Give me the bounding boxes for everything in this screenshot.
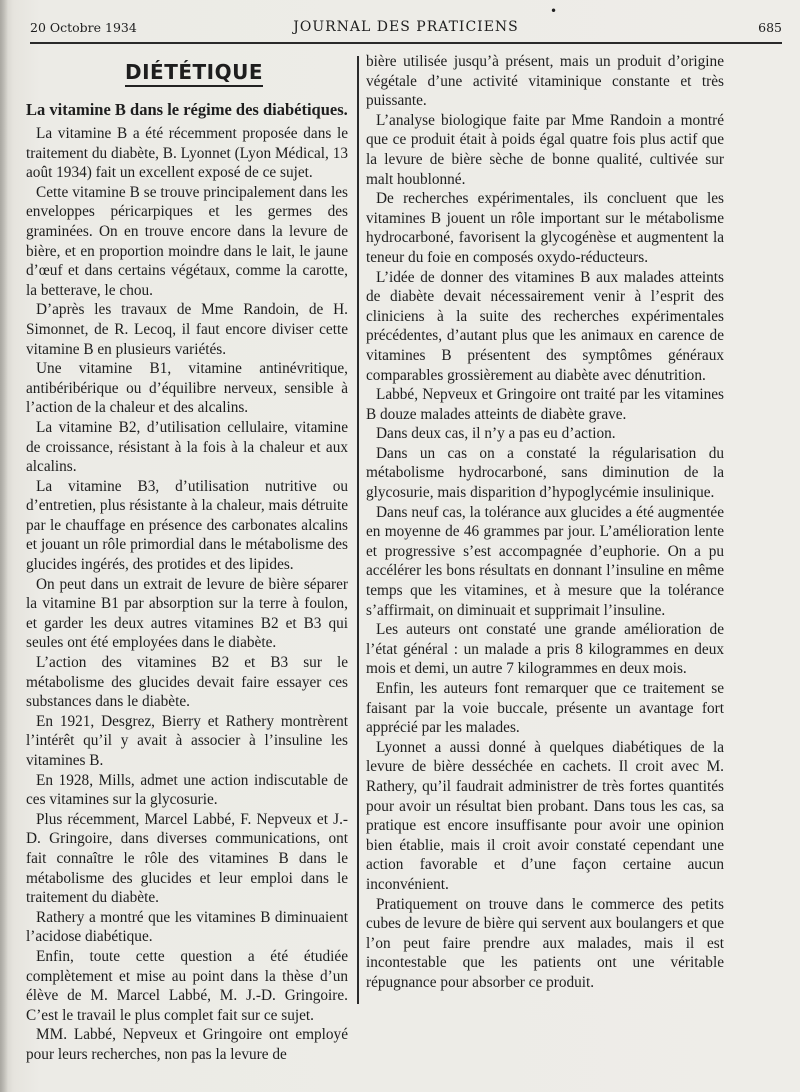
paragraph: Enfin, toute cette question a été étudiée complètement et mise au point dans la thèse d’un élève de M. Marcel Labbé, M. J.-D. Gringoire. C’est le travail le plus complet fait sur ce sujet. [26, 947, 348, 1024]
paragraph: Cette vitamine B se trouve principalement dans les enveloppes péricarpiques et les germes des graminées. On en trouve encore dans la levure de bière, et en proportion moindre dans le lait, le jaune d’œuf et dans certains végétaux, comme la carotte, la betterave, le chou. [26, 183, 348, 299]
binding-shadow [0, 0, 8, 1092]
section-title [26, 60, 348, 84]
right-column [366, 52, 724, 993]
paragraph: MM. Labbé, Nepveux et Gringoire ont employé pour leurs recherches, non pas la levure de [26, 1026, 348, 1063]
paragraph: L’analyse biologique faite par Mme Randoin a montré que ce produit était à poids égal quatre fois plus actif que la levure de bière sèche de bonne qualité, cultivée sur malt houblonné. [366, 111, 724, 188]
header-date: 20 Octobre 1934 [30, 20, 137, 35]
paragraph: La vitamine B2, d’utilisation cellulaire, vitamine de croissance, résistant à la fois à la chaleur et aux alcalins. [26, 418, 348, 476]
paragraph: En 1928, Mills, admet une action indiscutable de ces vitamines sur la glycosurie. [26, 771, 348, 809]
header-journal-title: JOURNAL DES PRATICIENS [293, 19, 519, 35]
paragraph: Dans deux cas, il n’y a pas eu d’action. [376, 425, 616, 443]
paragraph: bière utilisée jusqu’à présent, mais un produit d’origine végétale d’une activité vitaminique constante et très puissante. [366, 53, 724, 110]
section-title-text: DIÉTÉTIQUE [125, 60, 263, 87]
paragraph: Une vitamine B1, vitamine antinévritique, antibéribérique ou d’équilibre nerveux, sensible à l’action de la chaleur et des alcalins. [26, 360, 348, 417]
left-column [26, 56, 348, 1065]
paragraph: La vitamine B a été récemment proposée dans le traitement du diabète, B. Lyonnet (Lyon Médical, 13 août 1934) fait un excellent exposé de ce sujet. [26, 125, 349, 182]
paragraph: La vitamine B3, d’utilisation nutritive ou d’entretien, plus résistante à la chaleur, mais détruite par le chauffage en présence des carbonates alcalins et jouant un rôle primordial dans le métabolisme des glucides ingérés, des protides et des lipides. [26, 477, 348, 574]
column-divider [357, 56, 359, 1004]
paragraph: En 1921, Desgrez, Bierry et Rathery montrèrent l’intérêt qu’il y avait à associer à l’insuline les vitamines B. [26, 712, 348, 769]
article-title: La vitamine B dans le régime des diabétiques. [26, 100, 348, 119]
paragraph: Dans neuf cas, la tolérance aux glucides a été augmentée en moyenne de 46 grammes par jour. L’amélioration lente et progressive s’est accompagnée d’euphorie. On a pu accélérer les bons résultats en donnant l’insuline en même temps que les vitamines, et à mesure que la tolérance s’affirmait, on diminuait et supprimait l’insuline. [366, 503, 724, 619]
paragraph: Lyonnet a aussi donné à quelques diabétiques de la levure de bière desséchée en cachets. Il croit avec M. Rathery, qu’il faudrait administrer de très fortes quantités pour avoir un résultat bien probant. Dans tous les cas, sa pratique est encore insuffisante pour avoir une opinion bien établie, mais il croit avoir constaté cependant une action favorable et d’une façon certaine aucun inconvénient. [366, 738, 724, 893]
paragraph: De recherches expérimentales, ils concluent que les vitamines B jouent un rôle important sur le métabolisme hydrocarboné, favorisent la glycogénèse et augmentent la teneur du foie en composés oxydo-réducteurs. [366, 190, 724, 266]
paragraph: L’idée de donner des vitamines B aux malades atteints de diabète devait nécessairement venir à l’esprit des cliniciens à la suite des recherches expérimentales précédentes, d’autant plus que les animaux en carence de vitamines B présentent des symptômes généraux comparables grossièrement au diabète avec dénutrition. [366, 268, 724, 384]
paragraph: On peut dans un extrait de levure de bière séparer la vitamine B1 par absorption sur la terre à foulon, et garder les deux autres vitamines B2 et B3 qui seules ont été employées dans le diabète. [26, 575, 348, 652]
running-header [30, 4, 782, 44]
paragraph: L’action des vitamines B2 et B3 sur le métabolisme des glucides devait faire essayer ces substances dans le diabète. [26, 654, 348, 711]
paragraph: Enfin, les auteurs font remarquer que ce traitement se faisant par la voie buccale, présente un avantage fort apprécié par les malades. [366, 680, 724, 737]
paragraph: D’après les travaux de Mme Randoin, de H. Simonnet, de R. Lecoq, il faut encore diviser cette vitamine B en plusieurs variétés. [26, 301, 348, 358]
paragraph: Rathery a montré que les vitamines B diminuaient l’acidose diabétique. [26, 908, 348, 946]
page-mark: • [550, 4, 558, 18]
paragraph: Labbé, Nepveux et Gringoire ont traité par les vitamines B douze malades atteints de diabète grave. [366, 386, 724, 423]
paragraph: Dans un cas on a constaté la régularisation du métabolisme hydrocarboné, sans diminution de la glycosurie, mais disparition d’hypoglycémie insulinique. [366, 444, 724, 502]
paragraph: Plus récemment, Marcel Labbé, F. Nepveux et J.-D. Gringoire, dans diverses communications, ont fait connaître le rôle des vitamines B dans le métabolisme des glucides et leur emploi dans le traitement du diabète. [26, 810, 348, 907]
header-page-number: 685 [758, 20, 782, 35]
paragraph: Pratiquement on trouve dans le commerce des petits cubes de levure de bière qui servent aux boulangers et que l’on peut faire prendre aux malades, mais il est incontestable que les patients ont une véritable répugnance pour absorber ce produit. [366, 895, 724, 991]
paragraph: Les auteurs ont constaté une grande amélioration de l’état général : un malade a pris 8 kilogrammes en deux mois et demi, un autre 7 kilogrammes en deux mois. [366, 621, 724, 678]
